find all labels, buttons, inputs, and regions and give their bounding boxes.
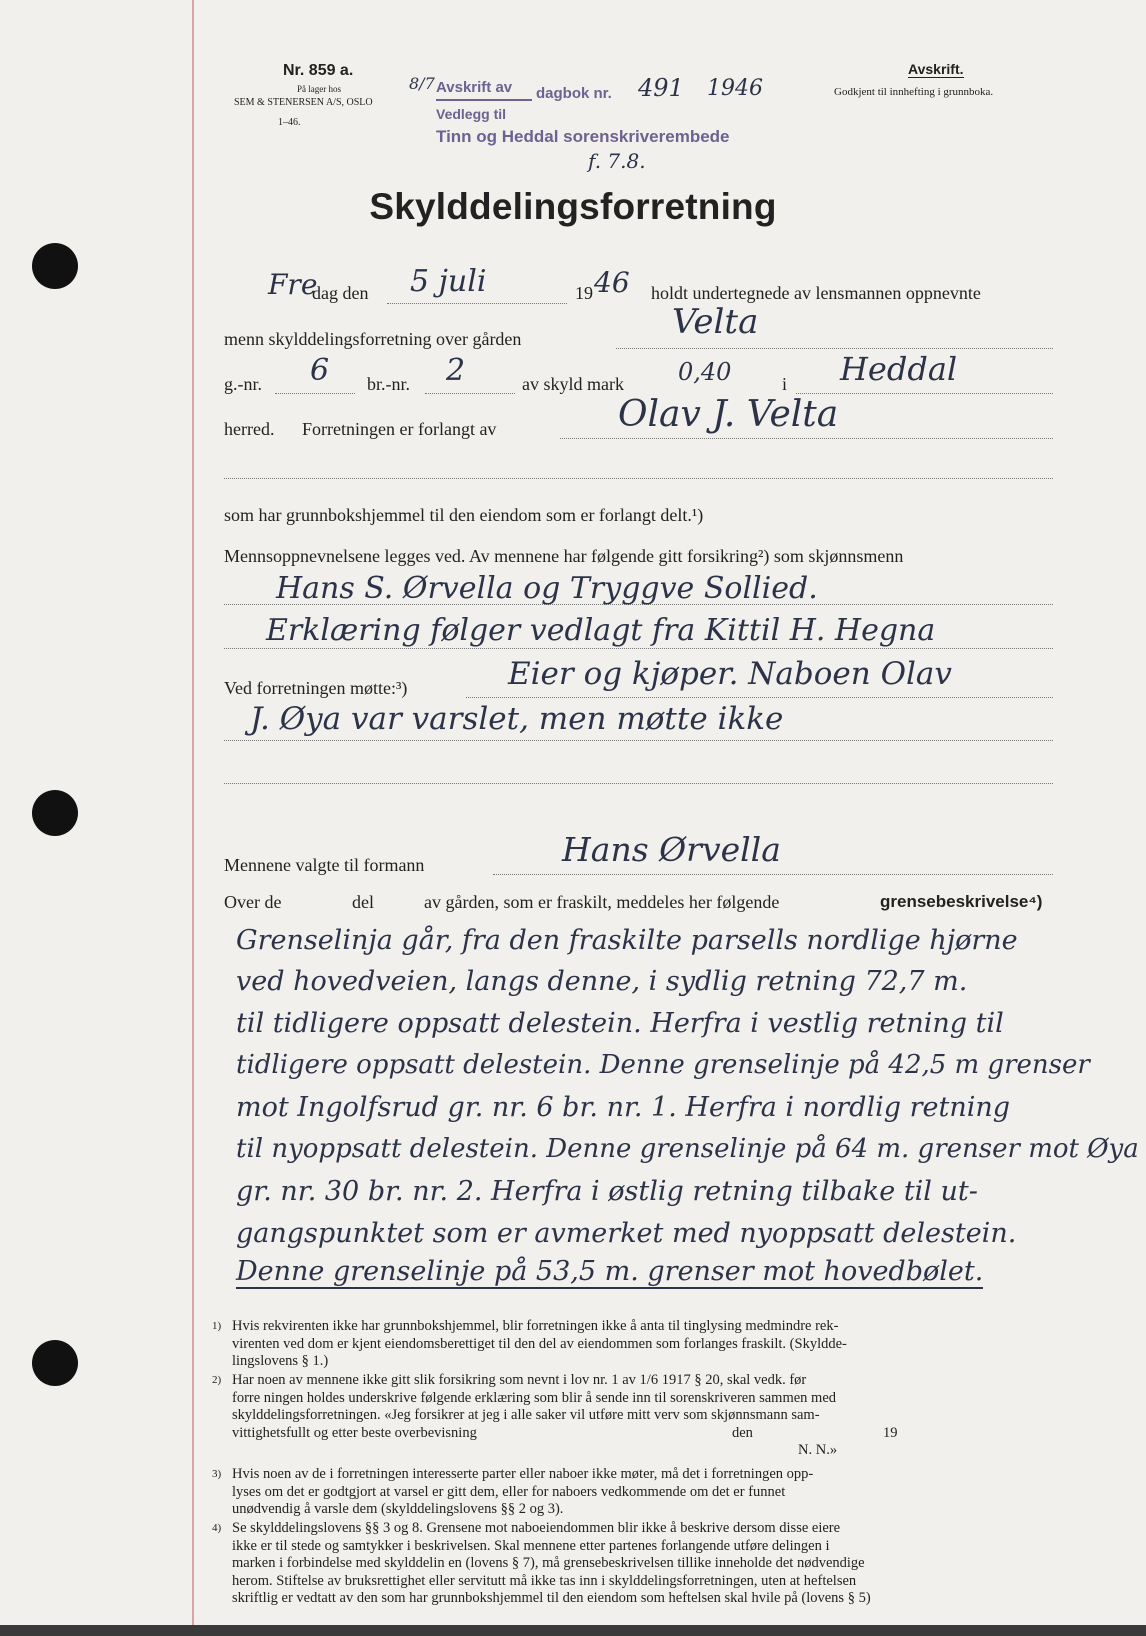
footnote-number: 2): [212, 1374, 222, 1386]
fill-line: [224, 740, 1053, 741]
fill-line: [224, 783, 1053, 784]
handwritten-date-mark: 8/7: [409, 74, 435, 93]
footnote-1: [212, 1318, 1052, 1371]
margin-rule: [192, 0, 194, 1625]
footnote-signature: N. N.»: [798, 1442, 838, 1458]
description-line: gangspunktet som er avmerket med nyoppsatt delestein.: [236, 1218, 1017, 1249]
fill-line: [466, 697, 1053, 698]
footnote-line: Hvis noen av de i forretningen interesserte parter eller naboer ikke møter, må det i forretningen opp-: [232, 1466, 814, 1482]
handwritten-dagbok-number: 491: [638, 74, 684, 102]
label-dag-den: dag den: [312, 283, 369, 303]
label-motte: Ved forretningen møtte:³): [224, 678, 408, 698]
label-herred: herred.: [224, 419, 275, 439]
footnote-number: 4): [212, 1522, 222, 1534]
label-bnr: br.-nr.: [367, 374, 410, 394]
handwritten-motte-1: Eier og kjøper. Naboen Olav: [508, 656, 952, 692]
fill-line: [387, 303, 567, 304]
footnote-line: forre ningen holdes underskrive følgende erklæring som blir å sende inn til sorenskriveren sammen med: [232, 1389, 837, 1406]
avskrift-heading: Avskrift.: [908, 61, 964, 77]
footnote-number: 1): [212, 1320, 222, 1332]
handwritten-bnr: 2: [446, 353, 466, 388]
printer-name: SEM & STENERSEN A/S, OSLO: [234, 97, 373, 108]
footnote-line: lingslovens § 1.): [232, 1353, 329, 1369]
stamp-vedlegg-til: Vedlegg til: [436, 106, 507, 122]
footnote-line: skylddelingsforretningen. «Jeg forsikrer at jeg i alle saker vil utføre mitt verv som skjønnsmann sam-: [232, 1407, 820, 1423]
handwritten-folio: f. 7.8.: [588, 149, 646, 173]
footnote-line: Hvis rekvirenten ikke har grunnbokshjemmel, blir forretningen ikke å anta til tinglysing medmindre rek-: [232, 1318, 839, 1334]
label-i: i: [782, 374, 788, 394]
footnote-line: Har noen av mennene ikke gitt slik forsikring som nevnt i lov nr. 1 av 1/6 1917 § 20, skal vedk. før: [232, 1372, 807, 1388]
label-over-de: Over de: [224, 892, 282, 912]
punch-hole: [32, 1340, 78, 1386]
label-mennsoppnevnelsene: Mennsoppnevnelsene legges ved. Av mennene har følgende gitt forsikring²) som skjønnsmenn: [224, 546, 904, 566]
fill-line: [493, 874, 1053, 875]
stamp-dagbok: dagbok nr.: [536, 85, 612, 102]
printer-date: 1–46.: [278, 117, 301, 128]
printer-note: På lager hos: [297, 84, 341, 94]
footnote-text: vittighetsfullt og etter beste overbevisning: [232, 1424, 477, 1441]
footnote-den: den: [732, 1424, 753, 1441]
footnote-line: lyses om det er godtgjort at varsel er gitt dem, eller for naboers vedkommende om det er funnet: [232, 1483, 786, 1500]
label-year-prefix: 19: [575, 283, 593, 303]
label-grunnbokshjemmel: som har grunnbokshjemmel til den eiendom som er forlangt delt.¹): [224, 505, 704, 525]
footnote-line: ikke er til stede og samtykker i beskrivelsen. Skal mennene etter partenes forlangende utføre delingen i: [232, 1537, 830, 1554]
handwritten-motte-2: J. Øya var varslet, men møtte ikke: [250, 701, 784, 737]
fill-line: [560, 438, 1053, 439]
description-line: ved hovedveien, langs denne, i sydlig retning 72,7 m.: [236, 966, 968, 997]
footnote-number: 3): [212, 1468, 222, 1480]
description-line: tidligere oppsatt delestein. Denne grenselinje på 42,5 m grenser: [236, 1050, 1090, 1080]
stamp-avskrift-av: Avskrift av: [436, 79, 513, 96]
label-gaarden: menn skylddelingsforretning over gården: [224, 329, 522, 349]
fill-line: [224, 648, 1053, 649]
label-del: del: [352, 892, 374, 912]
handwritten-gnr: 6: [310, 353, 330, 388]
label-formann: Mennene valgte til formann: [224, 855, 425, 875]
label-skyld: av skyld mark: [522, 374, 624, 394]
label-gnr: g.-nr.: [224, 374, 262, 394]
stamp-office: Tinn og Heddal sorenskriverembede: [436, 127, 730, 146]
form-number: Nr. 859 a.: [283, 62, 354, 79]
handwritten-skjonnsmenn-2: Erklæring følger vedlagt fra Kittil H. Hegna: [266, 613, 936, 648]
footnote-3: [212, 1466, 1052, 1519]
footnote-line: skriftlig er vedtatt av den som har grunnbokshjemmel til den eiendom som heftelsen skal hvile på (lovens § 5): [232, 1590, 871, 1606]
footnote-line: unødvendig å varsle dem (skylddelingslovens §§ 2 og 3).: [232, 1501, 564, 1517]
footnote-line: [232, 1425, 1052, 1443]
description-line: Grenselinja går, fra den fraskilte parsells nordlige hjørne: [236, 925, 1018, 956]
stamp-strike: [436, 99, 532, 101]
label-holdt: holdt undertegnede av lensmannen oppnevnte: [651, 283, 981, 303]
footnote-4: [212, 1520, 1052, 1608]
description-line: til tidligere oppsatt delestein. Herfra i vestlig retning til: [236, 1008, 1004, 1039]
handwritten-weekday: Fre: [268, 268, 318, 301]
fill-line: [425, 393, 515, 394]
label-fraskilt: av gården, som er fraskilt, meddeles her følgende: [424, 892, 780, 912]
footnote-line: marken i forbindelse med skylddelin en (lovens § 7), må grensebeskrivelsen tillike inneholde det nødvendige: [232, 1555, 865, 1571]
punch-hole: [32, 790, 78, 836]
footnote-2: [212, 1372, 1052, 1460]
punch-hole: [32, 243, 78, 289]
footnote-line: virenten ved dom er kjent eiendomsberettiget til den del av eiendommen som forlanges fraskilt. (Skyldde-: [232, 1335, 847, 1352]
fill-line: [224, 478, 1053, 479]
handwritten-skjonnsmenn-1: Hans S. Ørvella og Tryggve Sollied.: [276, 571, 818, 606]
description-line: mot Ingolfsrud gr. nr. 6 br. nr. 1. Herfra i nordlig retning: [236, 1092, 1011, 1123]
description-line: til nyoppsatt delestein. Denne grenselinje på 64 m. grenser mot Øya: [236, 1134, 1139, 1164]
document-title: Skylddelingsforretning: [369, 186, 777, 227]
handwritten-requested-by: Olav J. Velta: [618, 394, 839, 435]
fill-line: [616, 348, 1053, 349]
handwritten-date: 5 juli: [410, 264, 487, 299]
description-line: gr. nr. 30 br. nr. 2. Herfra i østlig retning tilbake til ut-: [236, 1176, 978, 1207]
handwritten-herred: Heddal: [840, 350, 958, 388]
avskrift-note: Godkjent til innhefting i grunnboka.: [834, 86, 994, 98]
handwritten-farm: Velta: [672, 302, 759, 342]
handwritten-year: 1946: [707, 76, 763, 101]
fill-line: [275, 393, 355, 394]
label-grensebeskrivelse: grensebeskrivelse⁴): [880, 892, 1043, 911]
handwritten-formann: Hans Ørvella: [562, 830, 781, 869]
footnote-line: herom. Stiftelse av bruksrettighet eller servitutt må ikke tas inn i skylddelingsforretningen, uten at heftelsen: [232, 1572, 857, 1589]
footnote-line: Se skylddelingslovens §§ 3 og 8. Grensene mot naboeiendommen blir ikke å beskrive dersom disse eiere: [232, 1520, 841, 1536]
handwritten-year: 46: [594, 266, 630, 299]
description-line: Denne grenselinje på 53,5 m. grenser mot hovedbølet.: [236, 1256, 984, 1287]
label-forlangt-av: Forretningen er forlangt av: [302, 419, 497, 439]
footnote-year: 19: [883, 1424, 898, 1441]
handwritten-skyld: 0,40: [678, 358, 732, 386]
